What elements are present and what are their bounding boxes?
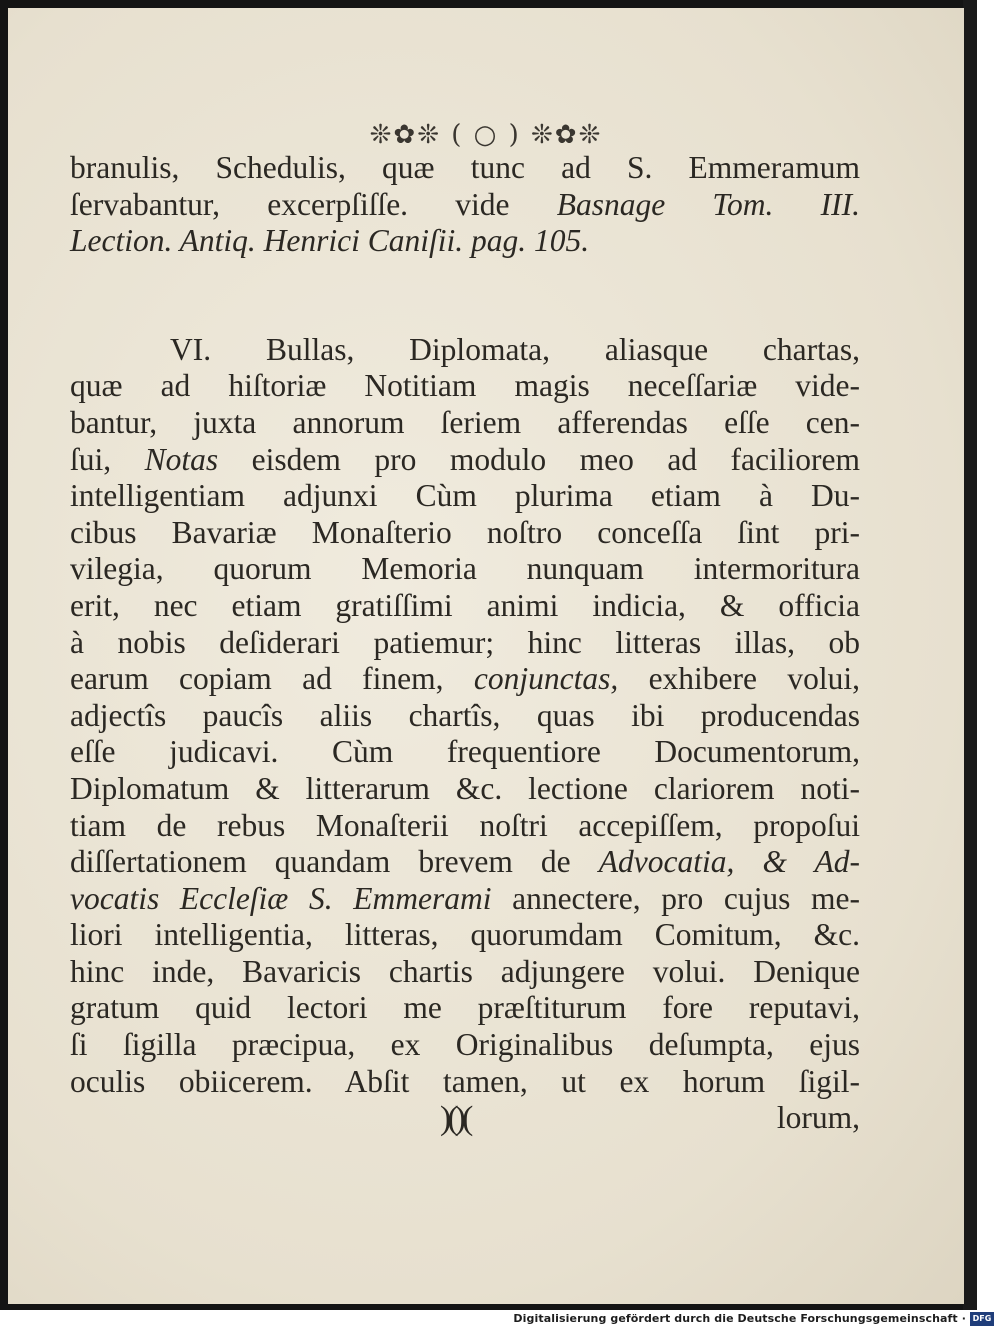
digitization-credit: Digitalisierung gefördert durch die Deutsche Forschungsgemeinschaft · [513, 1312, 966, 1325]
text-line [70, 150, 860, 187]
text-line [70, 808, 860, 845]
text-run: Diplomatum & litterarum &c. lectione clariorem noti- [70, 770, 860, 806]
text-line [70, 187, 860, 224]
text-line [70, 551, 860, 588]
scan-spine [963, 0, 977, 1310]
text-run: erit, nec etiam gratiſſimi animi indicia, & officia [70, 587, 860, 623]
text-line [70, 223, 860, 260]
text-line [70, 844, 860, 881]
text-line [70, 698, 860, 735]
italic-text: Lection. Antiq. Henrici Caniſii. pag. 105. [70, 223, 590, 259]
text-line [70, 1027, 860, 1064]
text-line [70, 1064, 860, 1101]
text-run: earum copiam ad finem, [70, 661, 474, 697]
text-run: intelligentiam adjunxi Cùm plurima etiam à Du- [70, 478, 860, 514]
text-line [70, 625, 860, 662]
text-line [70, 661, 860, 698]
dfg-logo-icon: DFG [970, 1312, 994, 1326]
text-line [70, 368, 860, 405]
text-run: vilegia, quorum Memoria nunquam intermoritura [70, 551, 860, 587]
text-line [70, 515, 860, 552]
page-footer-line [70, 1100, 860, 1140]
text-run: cibus Bavariæ Monaſterio noſtro conceſſa ſint pri- [70, 514, 860, 550]
text-line [70, 332, 860, 369]
text-run: bantur, juxta annorum ſeriem afferendas eſſe cen- [70, 404, 860, 440]
text-line [70, 917, 860, 954]
text-run: tiam de rebus Monaſterii noſtri accepiſſem, propoſui [70, 807, 860, 843]
text-line [70, 734, 860, 771]
text-line [70, 881, 860, 918]
carryover-text [70, 150, 860, 260]
text-line [70, 588, 860, 625]
text-run: adjectîs paucîs aliis chartîs, quas ibi producendas [70, 697, 860, 733]
text-run: eſſe judicavi. Cùm frequentiore Documentorum, [70, 734, 860, 770]
text-run: quæ ad hiſtoriæ Notitiam magis neceſſariæ vide- [70, 368, 860, 404]
text-line [70, 954, 860, 991]
page-header-ornament: ❊✿❊ ( ○ ) ❊✿❊ [369, 120, 603, 150]
italic-text: Notas [144, 441, 219, 477]
text-run: branulis, Schedulis, quæ tunc ad S. Emmeramum [70, 150, 860, 185]
catchword: lorum, [776, 1100, 860, 1135]
text-run: ſui, [70, 441, 145, 477]
text-line [70, 771, 860, 808]
text-run: ſi ſigilla præcipua, ex Originalibus deſumpta, ejus [70, 1027, 860, 1063]
signature-mark: )()( [440, 1100, 470, 1137]
text-run: gratum quid lectori me præſtiturum fore reputavi, [70, 990, 860, 1026]
text-run: hinc inde, Bavaricis chartis adjungere volui. Denique [70, 953, 860, 989]
text-run: eisdem pro modulo meo ad faciliorem [218, 441, 860, 477]
page-text [70, 150, 860, 1100]
italic-text: Basnage Tom. III. [556, 186, 860, 222]
text-run: exhibere volui, [618, 661, 860, 697]
text-line [70, 990, 860, 1027]
text-line [70, 405, 860, 442]
italic-text: vocatis Eccleſiæ S. Emmerami [70, 880, 492, 916]
text-line [70, 478, 860, 515]
text-run: diſſertationem quandam brevem de [70, 844, 599, 880]
text-run: liori intelligentia, litteras, quorumdam Comitum, &c. [70, 917, 860, 953]
text-run: ſervabantur, excerpſiſſe. vide [70, 186, 557, 222]
text-run: annectere, pro cujus me- [491, 880, 860, 916]
text-run: oculis obiicerem. Abſit tamen, ut ex horum ſigil- [70, 1063, 860, 1099]
italic-text: Advocatia, & Ad- [598, 844, 860, 880]
text-run: VI. Bullas, Diplomata, aliasque chartas, [170, 331, 860, 367]
text-line [70, 442, 860, 479]
paragraph-vi [70, 332, 860, 1100]
text-run: à nobis deſiderari patiemur; hinc litteras illas, ob [70, 624, 860, 660]
italic-text: conjunctas, [473, 661, 619, 697]
paragraph-gap [70, 260, 860, 332]
